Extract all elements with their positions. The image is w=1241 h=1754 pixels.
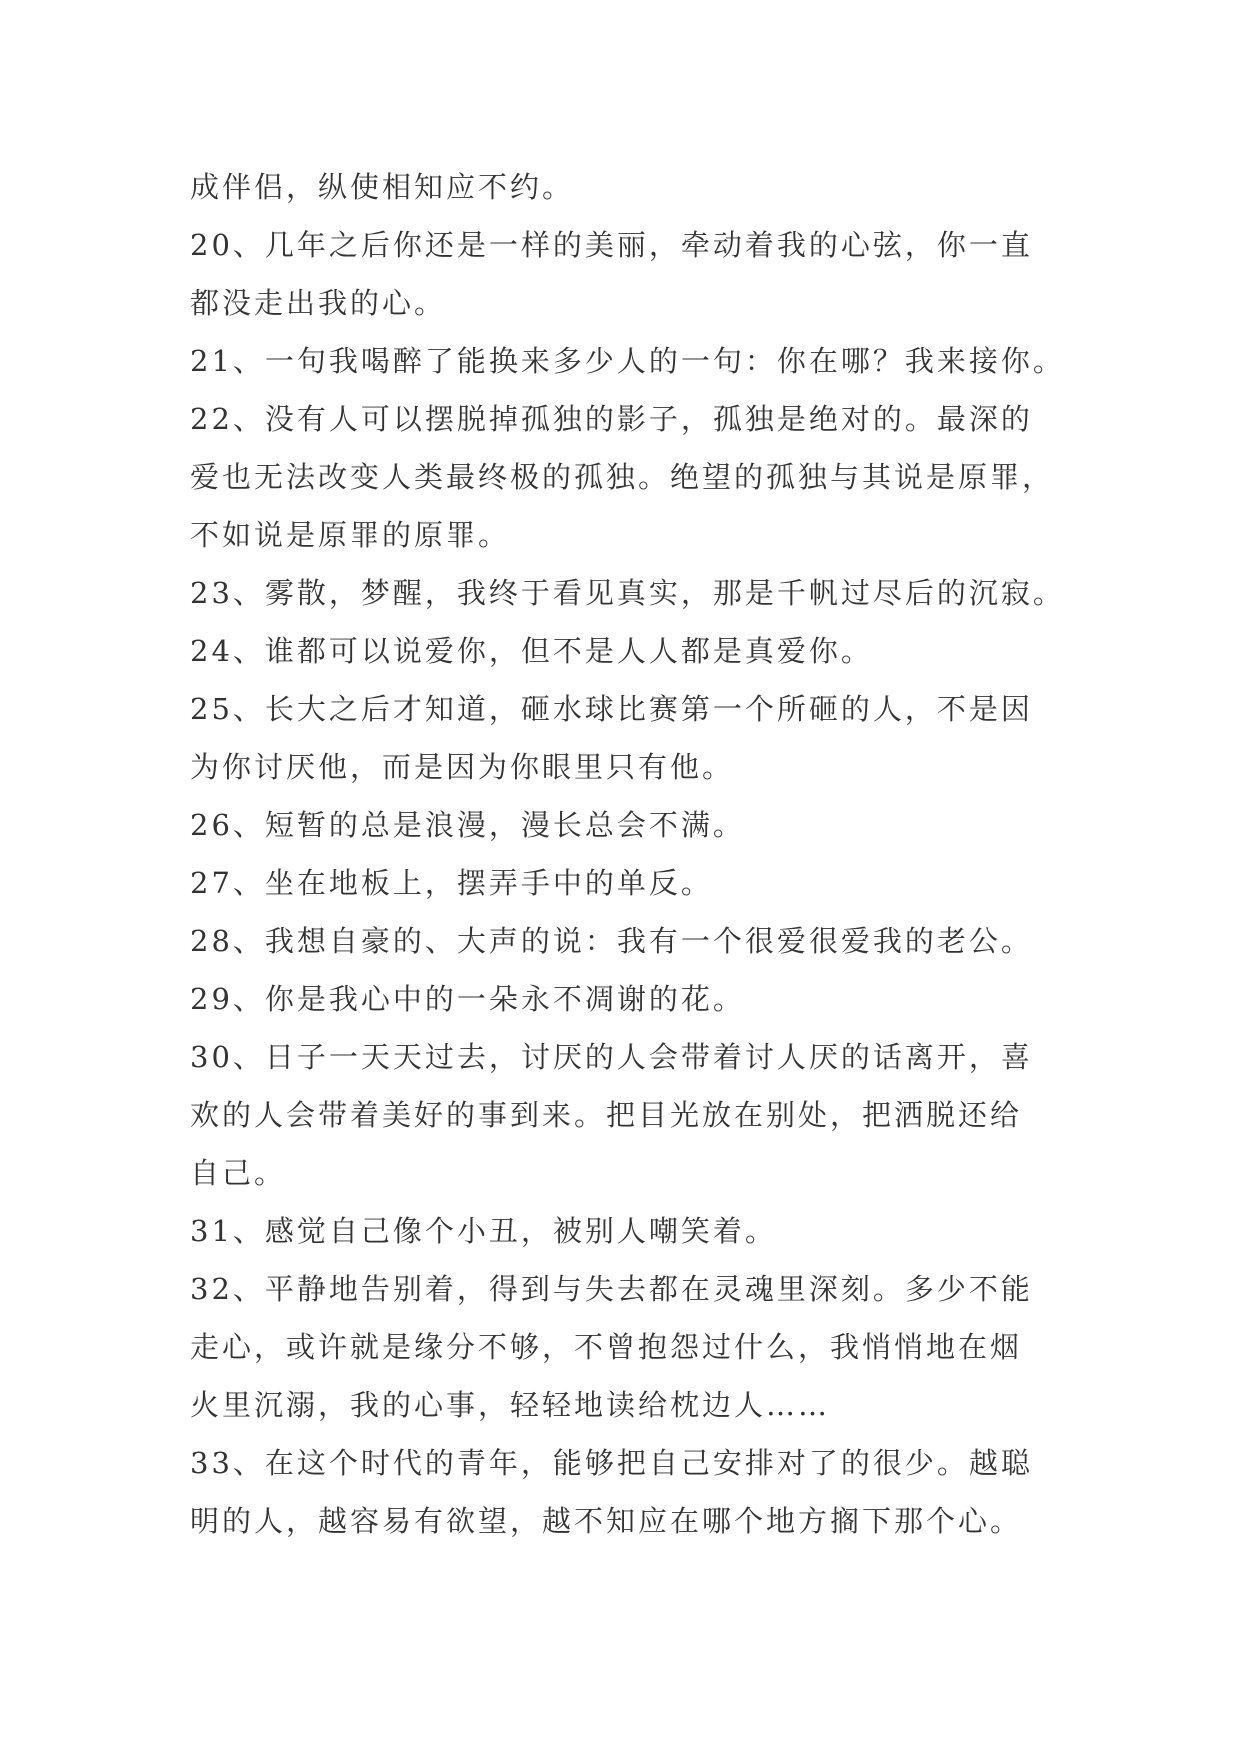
text-line: 30、日子一天天过去，讨厌的人会带着讨人厌的话离开，喜 [190, 1040, 1033, 1074]
body-text [190, 158, 1090, 1550]
text-line: 29、你是我心中的一朵永不凋谢的花。 [190, 982, 745, 1016]
text-line: 走心，或许就是缘分不够，不曾抱怨过什么，我悄悄地在烟 [190, 1330, 1023, 1364]
text-line: 28、我想自豪的、大声的说：我有一个很爱很爱我的老公。 [190, 924, 1033, 958]
text-line: 25、长大之后才知道，砸水球比赛第一个所砸的人，不是因 [190, 692, 1033, 726]
text-line: 成伴侣，纵使相知应不约。 [190, 170, 575, 204]
text-line: 33、在这个时代的青年，能够把自己安排对了的很少。越聪 [190, 1446, 1033, 1480]
text-line: 24、谁都可以说爱你，但不是人人都是真爱你。 [190, 634, 873, 668]
text-line: 22、没有人可以摆脱掉孤独的影子，孤独是绝对的。最深的 [190, 402, 1033, 436]
text-line: 欢的人会带着美好的事到来。把目光放在别处，把洒脱还给 [190, 1098, 1023, 1132]
text-line: 31、感觉自己像个小丑，被别人嘲笑着。 [190, 1214, 777, 1248]
text-line: 23、雾散，梦醒，我终于看见真实，那是千帆过尽后的沉寂。 [190, 576, 1065, 610]
text-line: 都没走出我的心。 [190, 286, 447, 320]
text-line: 自己。 [190, 1156, 287, 1190]
text-line: 21、一句我喝醉了能换来多少人的一句：你在哪？我来接你。 [190, 344, 1065, 378]
text-line: 为你讨厌他，而是因为你眼里只有他。 [190, 750, 735, 784]
text-line: 不如说是原罪的原罪。 [190, 518, 511, 552]
text-line: 爱也无法改变人类最终极的孤独。绝望的孤独与其说是原罪， [190, 460, 1055, 494]
text-line: 明的人，越容易有欲望，越不知应在哪个地方搁下那个心。 [190, 1504, 1023, 1538]
text-line: 火里沉溺，我的心事，轻轻地读给枕边人…… [190, 1388, 831, 1422]
text-line: 20、几年之后你还是一样的美丽，牵动着我的心弦，你一直 [190, 228, 1033, 262]
text-line: 26、短暂的总是浪漫，漫长总会不满。 [190, 808, 745, 842]
text-line: 27、坐在地板上，摆弄手中的单反。 [190, 866, 713, 900]
text-line: 32、平静地告别着，得到与失去都在灵魂里深刻。多少不能 [190, 1272, 1033, 1306]
